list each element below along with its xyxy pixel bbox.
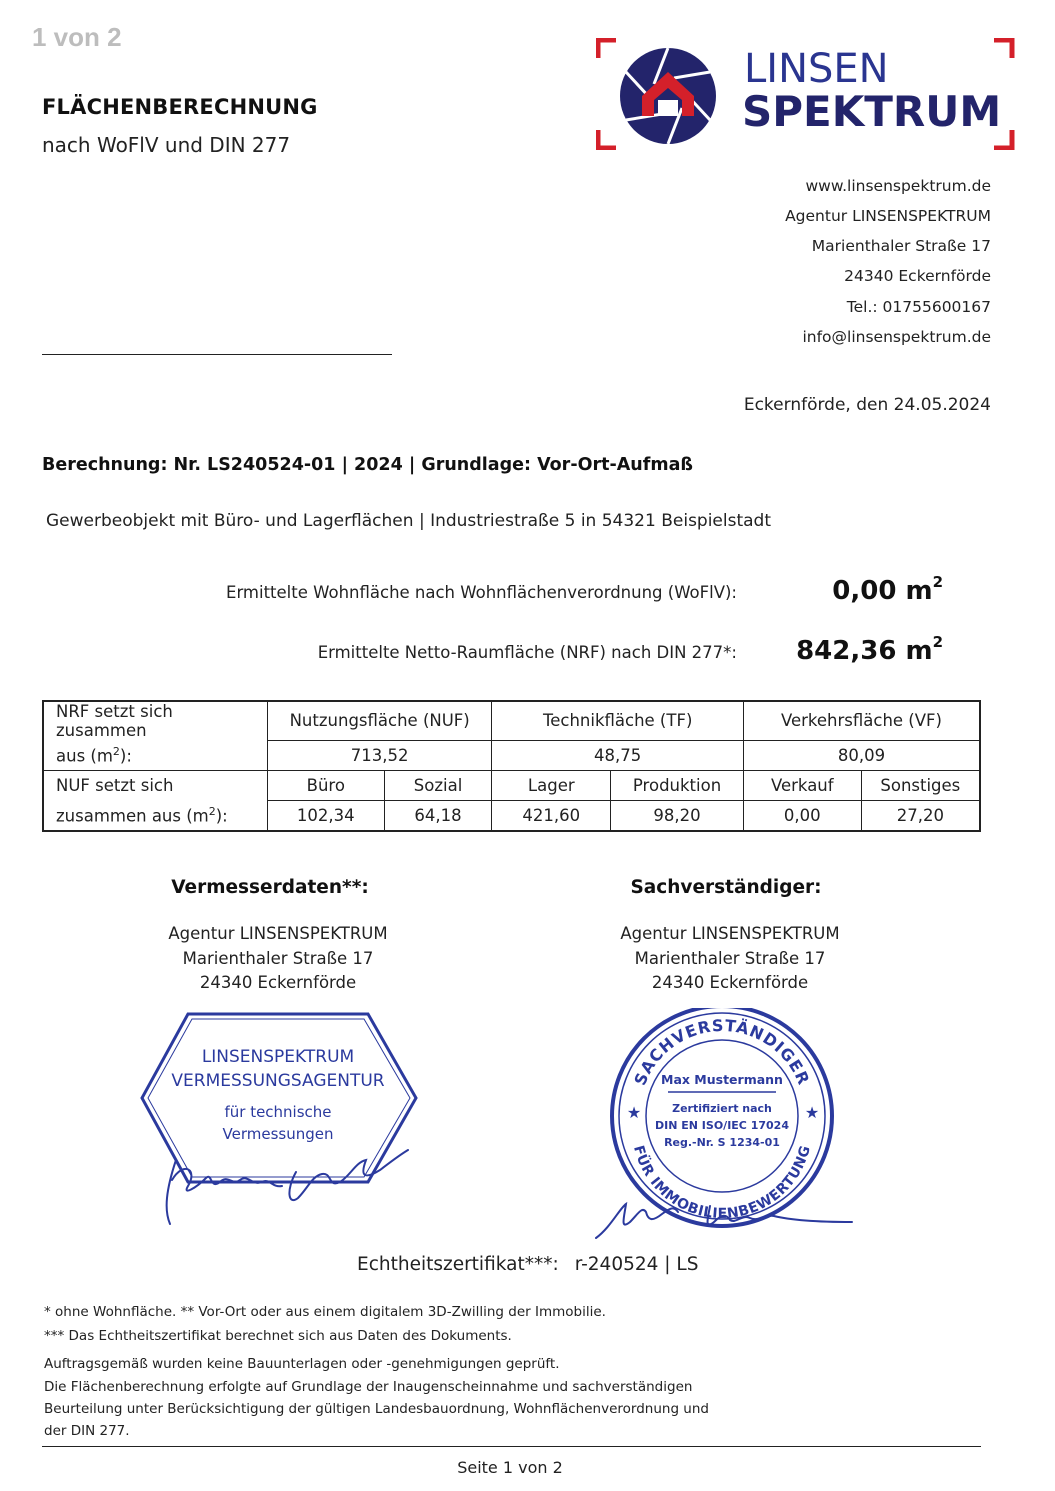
address-street: Marienthaler Straße 17	[811, 237, 991, 255]
address-website[interactable]: www.linsenspektrum.de	[805, 177, 991, 195]
nuf-row-label-2: zusammen aus $(m^2)$:	[43, 800, 267, 831]
address-city: 24340 Eckernförde	[844, 267, 991, 285]
seal-cert2: DIN EN ISO/IEC 17024	[655, 1119, 789, 1132]
logo-graphic	[596, 38, 1016, 150]
bracket-top-right	[994, 40, 1012, 58]
nuf-header-produktion: Produktion	[611, 770, 744, 800]
logo-text-line1: LINSEN	[744, 46, 889, 92]
stamp-line1: LINSENSPEKTRUM	[201, 1047, 355, 1067]
nrf-header-tf: Technikfläche (TF)	[492, 701, 743, 740]
expert-heading: Sachverständiger:	[630, 877, 822, 898]
nuf-value-produktion: 98,20	[611, 800, 744, 831]
seal-top-arc: SACHVERSTÄNDIGER	[630, 1015, 814, 1089]
seal-star-right-icon: ★	[804, 1103, 820, 1122]
address-company: Agentur LINSENSPEKTRUM	[785, 207, 991, 225]
nrf-value-vf: 80,09	[743, 740, 980, 770]
expert-seal	[590, 1008, 860, 1248]
expert-street: Marienthaler Straße 17	[634, 948, 826, 968]
nuf-value-verkauf: 0,00	[743, 800, 861, 831]
nrf-row-label-1: NRF setzt sich zusammen	[43, 701, 267, 740]
nrf-label: Ermittelte Netto-Raumfläche (NRF) nach DIN 277*:	[317, 643, 737, 662]
page-footer: Seite 1 von 2	[457, 1458, 563, 1477]
footer-rule	[42, 1446, 981, 1447]
wofiv-unit-exp: 2	[932, 573, 943, 591]
footnote-2: *** Das Echtheitszertifikat berechnet sich aus Daten des Dokuments.	[44, 1328, 512, 1344]
surveyor-street: Marienthaler Straße 17	[182, 948, 374, 968]
nrf-value	[796, 633, 943, 666]
nuf-value-sozial: 64,18	[384, 800, 492, 831]
calculation-line: Berechnung: Nr. LS240524-01 | 2024 | Grundlage: Vor-Ort-Aufmaß	[42, 455, 693, 475]
expert-contact	[580, 922, 880, 996]
nrf-header-vf: Verkehrsfläche (VF)	[743, 701, 980, 740]
stamp-hexagon	[142, 1014, 416, 1182]
nuf-row-label-1: NUF setzt sich	[43, 770, 267, 800]
disclaimer-2: Die Flächenberechnung erfolgte auf Grundlage der Inaugenscheinnahme und sachverständigen	[44, 1379, 693, 1395]
disclaimer-3: Beurteilung unter Berücksichtigung der gültigen Landesbauordnung, Wohnflächenverordnung und	[44, 1401, 709, 1417]
nuf-value-sonstiges: 27,20	[861, 800, 980, 831]
table-row	[43, 770, 980, 800]
nuf-value-buero: 102,34	[267, 800, 384, 831]
stamp-hexagon-inner	[148, 1019, 410, 1177]
expert-company: Agentur LINSENSPEKTRUM	[620, 924, 840, 943]
surveyor-company: Agentur LINSENSPEKTRUM	[168, 924, 388, 943]
nuf-header-sonstiges: Sonstiges	[861, 770, 980, 800]
expert-city: 24340 Eckernförde	[651, 973, 809, 992]
disclaimer-4: der DIN 277.	[44, 1423, 130, 1439]
nrf-value-tf: 48,75	[492, 740, 743, 770]
footnote-1: * ohne Wohnfläche. ** Vor-Ort oder aus einem digitalem 3D-Zwilling der Immobilie.	[44, 1304, 606, 1320]
table-row	[43, 800, 980, 831]
surveyor-city: 24340 Eckernförde	[199, 973, 357, 992]
seal-star-left-icon: ★	[626, 1103, 642, 1122]
object-line: Gewerbeobjekt mit Büro- und Lagerflächen | Industriestraße 5 in 54321 Beispielstadt	[46, 511, 772, 531]
area-table	[42, 700, 981, 832]
seal-name: Max Mustermann	[661, 1072, 783, 1087]
seal-cert1: Zertifiziert nach	[672, 1102, 772, 1115]
table-row	[43, 701, 980, 740]
date-line: Eckernförde, den 24.05.2024	[743, 395, 991, 415]
nrf-header-nuf: Nutzungsfläche (NUF)	[267, 701, 492, 740]
wofiv-label: Ermittelte Wohnfläche nach Wohnflächenverordnung (WoFlV):	[226, 583, 737, 602]
surveyor-stamp	[136, 1010, 426, 1240]
logo-text-line2: SPEKTRUM	[742, 87, 1002, 136]
seal-bottom-arc: FÜR IMMOBILIENBEWERTUNG	[630, 1143, 815, 1223]
nuf-header-verkauf: Verkauf	[743, 770, 861, 800]
seal-cert3: Reg.-Nr. S 1234-01	[664, 1136, 780, 1149]
company-logo	[596, 38, 1016, 150]
document-title: FLÄCHENBERECHNUNG	[42, 95, 318, 119]
hexagon-stamp-graphic	[136, 1010, 426, 1240]
aperture-icon	[620, 48, 716, 144]
nrf-unit-exp: 2	[932, 633, 943, 651]
nuf-header-sozial: Sozial	[384, 770, 492, 800]
seal-inner-ring	[646, 1040, 798, 1192]
document-subtitle: nach WoFlV und DIN 277	[42, 133, 291, 157]
wofiv-value	[832, 573, 943, 606]
authenticity-line	[357, 1254, 698, 1275]
bracket-bottom-left	[598, 130, 616, 148]
table-row	[43, 740, 980, 770]
address-email[interactable]: info@linsenspektrum.de	[802, 328, 991, 346]
page-counter: 1 von 2	[32, 22, 122, 52]
nuf-value-lager: 421,60	[492, 800, 611, 831]
authenticity-code: r-240524 | LS	[574, 1254, 699, 1275]
surveyor-contact	[128, 922, 428, 996]
stamp-line4: Vermessungen	[222, 1125, 334, 1143]
nrf-value-nuf: 713,52	[267, 740, 492, 770]
nuf-header-buero: Büro	[267, 770, 384, 800]
address-phone: Tel.: 01755600167	[846, 298, 991, 316]
wofiv-value-number: 0,00 m	[832, 576, 933, 606]
bracket-top-left	[598, 40, 616, 58]
nrf-value-number: 842,36 m	[796, 636, 933, 666]
stamp-line2: VERMESSUNGSAGENTUR	[171, 1071, 385, 1091]
authenticity-label: Echtheitszertifikat***:	[357, 1254, 559, 1275]
surveyor-signature	[167, 1150, 408, 1224]
disclaimer-1: Auftragsgemäß wurden keine Bauunterlagen oder -genehmigungen geprüft.	[44, 1356, 560, 1372]
nrf-row-label-2: aus $(m^2)$:	[43, 740, 267, 770]
surveyor-heading: Vermesserdaten**:	[171, 877, 369, 898]
stamp-line3: für technische	[224, 1103, 332, 1121]
nuf-header-lager: Lager	[492, 770, 611, 800]
address-window-rule	[42, 354, 392, 355]
round-seal-graphic	[590, 1008, 860, 1248]
